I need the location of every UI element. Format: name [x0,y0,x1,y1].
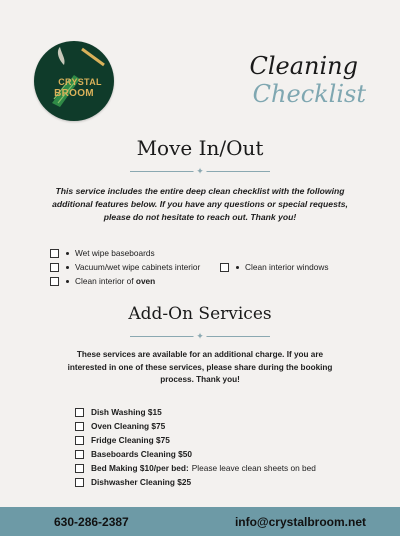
logo-brand-line2: BROOM [54,88,94,99]
heading-line1: Cleaning [249,52,358,80]
move-in-out-title: Move In/Out [136,136,264,160]
list-item[interactable] [50,262,200,272]
checkbox[interactable] [75,436,84,445]
addon-intro-text: These services are available for an additional charge. If you are interested in one of these services, please share during the booking process. Thank you! [67,350,333,384]
list-item-label: Wet wipe baseboards [75,248,155,258]
heading-line2: Checklist [252,80,366,108]
add-on-services-title: Add-On Services [128,304,272,324]
addon-item[interactable] [75,407,165,417]
divider-ornament-icon: ✦ [194,167,207,176]
section-divider [130,331,270,341]
list-item[interactable] [220,262,328,272]
addon-name: Dish Washing $15 [91,407,162,417]
addon-item[interactable] [75,477,194,487]
move-intro-text: This service includes the entire deep clean checklist with the following additional features below. If you have any questions or special requests, please do not hesitate to reach out. Thank you! [52,186,348,222]
list-item-label: Clean interior of [75,276,136,286]
bullet-icon [66,280,69,283]
list-item-label: Vacuum/wet wipe cabinets interior [75,262,201,272]
addon-note: Please leave clean sheets on bed [191,463,316,473]
phone-number[interactable]: 630-286-2387 [54,515,129,529]
addon-name: Baseboards Cleaning $50 [91,449,192,459]
checkbox[interactable] [75,478,84,487]
list-item-label: Clean interior windows [245,262,329,272]
addon-name: Oven Cleaning $75 [91,421,166,431]
bullet-icon [66,252,69,255]
bullet-icon [236,266,239,269]
list-item[interactable] [50,276,155,286]
checkbox[interactable] [75,464,84,473]
divider-ornament-icon: ✦ [194,332,207,341]
checkbox[interactable] [220,263,229,272]
list-item[interactable] [50,248,155,258]
addon-name: Dishwasher Cleaning $25 [91,477,192,487]
section-divider [130,166,270,176]
crystal-broom-logo [34,41,114,121]
addon-item[interactable] [75,435,173,445]
addon-name: Fridge Cleaning $75 [91,435,170,445]
checkbox[interactable] [75,450,84,459]
checkbox[interactable] [50,249,59,258]
checkbox[interactable] [75,422,84,431]
addon-item[interactable] [75,421,168,431]
list-item-label-emphasis: oven [135,276,156,286]
addon-name: Bed Making $10/per bed: [91,463,189,473]
addon-item[interactable] [75,449,195,459]
checkbox[interactable] [50,263,59,272]
email-address[interactable]: info@crystalbroom.net [234,515,366,529]
checkbox[interactable] [75,408,84,417]
logo-brand-line1: CRYSTAL [58,77,102,87]
checkbox[interactable] [50,277,59,286]
bullet-icon [66,266,69,269]
addon-item[interactable] [75,463,316,473]
footer-bar [0,507,400,536]
